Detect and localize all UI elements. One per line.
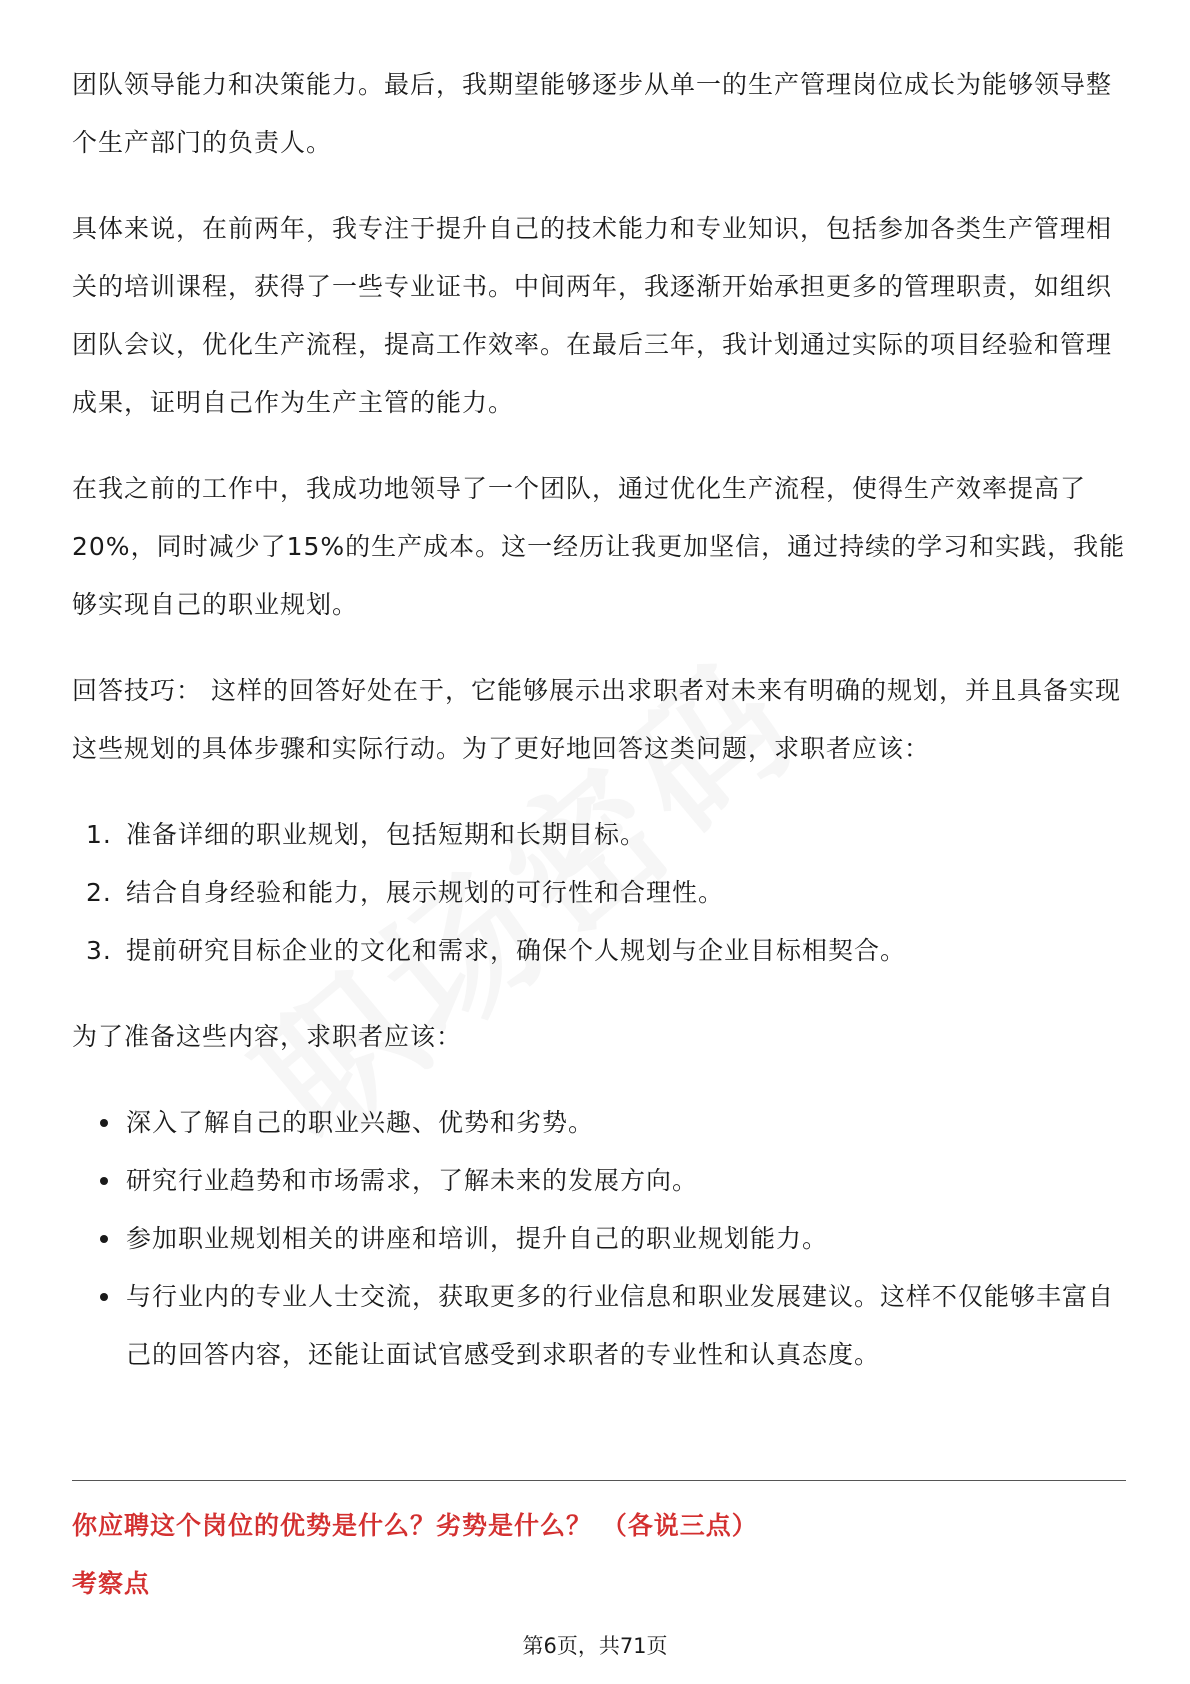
list-number: 1. xyxy=(86,820,112,849)
bullet-item xyxy=(72,1152,1132,1210)
interview-question-heading: 你应聘这个岗位的优势是什么？劣势是什么？ （各说三点） xyxy=(72,1511,758,1540)
paragraph-1: 团队领导能力和决策能力。最后，我期望能够逐步从单一的生产管理岗位成长为能够领导整个生产部门的负责人。 xyxy=(72,70,1113,157)
bullet-item xyxy=(72,1268,1132,1384)
list-item xyxy=(72,864,1132,922)
list-item-text: 提前研究目标企业的文化和需求，确保个人规划与企业目标相契合。 xyxy=(126,936,907,965)
list-number: 3. xyxy=(86,936,112,965)
bullet-item-text: 研究行业趋势和市场需求，了解未来的发展方向。 xyxy=(126,1166,699,1195)
list-number: 2. xyxy=(86,878,112,907)
list-item-text: 准备详细的职业规划，包括短期和长期目标。 xyxy=(126,820,647,849)
bullet-item-text: 与行业内的专业人士交流，获取更多的行业信息和职业发展建议。这样不仅能够丰富自己的回答内容，还能让面试官感受到求职者的专业性和认真态度。 xyxy=(126,1282,1115,1369)
bullet-dot-icon xyxy=(100,1119,108,1127)
list-item-text: 结合自身经验和能力，展示规划的可行性和合理性。 xyxy=(126,878,725,907)
paragraph-3: 在我之前的工作中，我成功地领导了一个团队，通过优化生产流程，使得生产效率提高了20%，同时减少了15%的生产成本。这一经历让我更加坚信，通过持续的学习和实践，我能够实现自己的职业规划。 xyxy=(72,474,1126,619)
bullet-dot-icon xyxy=(100,1235,108,1243)
answer-tips-paragraph: 回答技巧： 这样的回答好处在于，它能够展示出求职者对未来有明确的规划，并且具备实现这些规划的具体步骤和实际行动。为了更好地回答这类问题，求职者应该： xyxy=(72,676,1121,763)
section-label: 考察点 xyxy=(72,1569,151,1598)
paragraph-2: 具体来说，在前两年，我专注于提升自己的技术能力和专业知识，包括参加各类生产管理相关的培训课程，获得了一些专业证书。中间两年，我逐渐开始承担更多的管理职责，如组织团队会议，优化生产流程，提高工作效率。在最后三年，我计划通过实际的项目经验和管理成果，证明自己作为生产主管的能力。 xyxy=(72,214,1113,417)
bullet-item xyxy=(72,1210,1132,1268)
page-footer: 第6页，共71页 xyxy=(522,1634,668,1658)
bullet-dot-icon xyxy=(100,1293,108,1301)
bullet-item-text: 参加职业规划相关的讲座和培训，提升自己的职业规划能力。 xyxy=(126,1224,829,1253)
main-content xyxy=(72,56,1132,1412)
section-divider xyxy=(72,1480,1126,1481)
paragraph-5: 为了准备这些内容，求职者应该： xyxy=(72,1022,463,1051)
bullet-item xyxy=(72,1094,1132,1152)
bullet-item-text: 深入了解自己的职业兴趣、优势和劣势。 xyxy=(126,1108,595,1137)
list-item xyxy=(72,922,1132,980)
bullet-list xyxy=(72,1094,1132,1384)
numbered-list xyxy=(72,806,1132,980)
bullet-dot-icon xyxy=(100,1177,108,1185)
list-item xyxy=(72,806,1132,864)
